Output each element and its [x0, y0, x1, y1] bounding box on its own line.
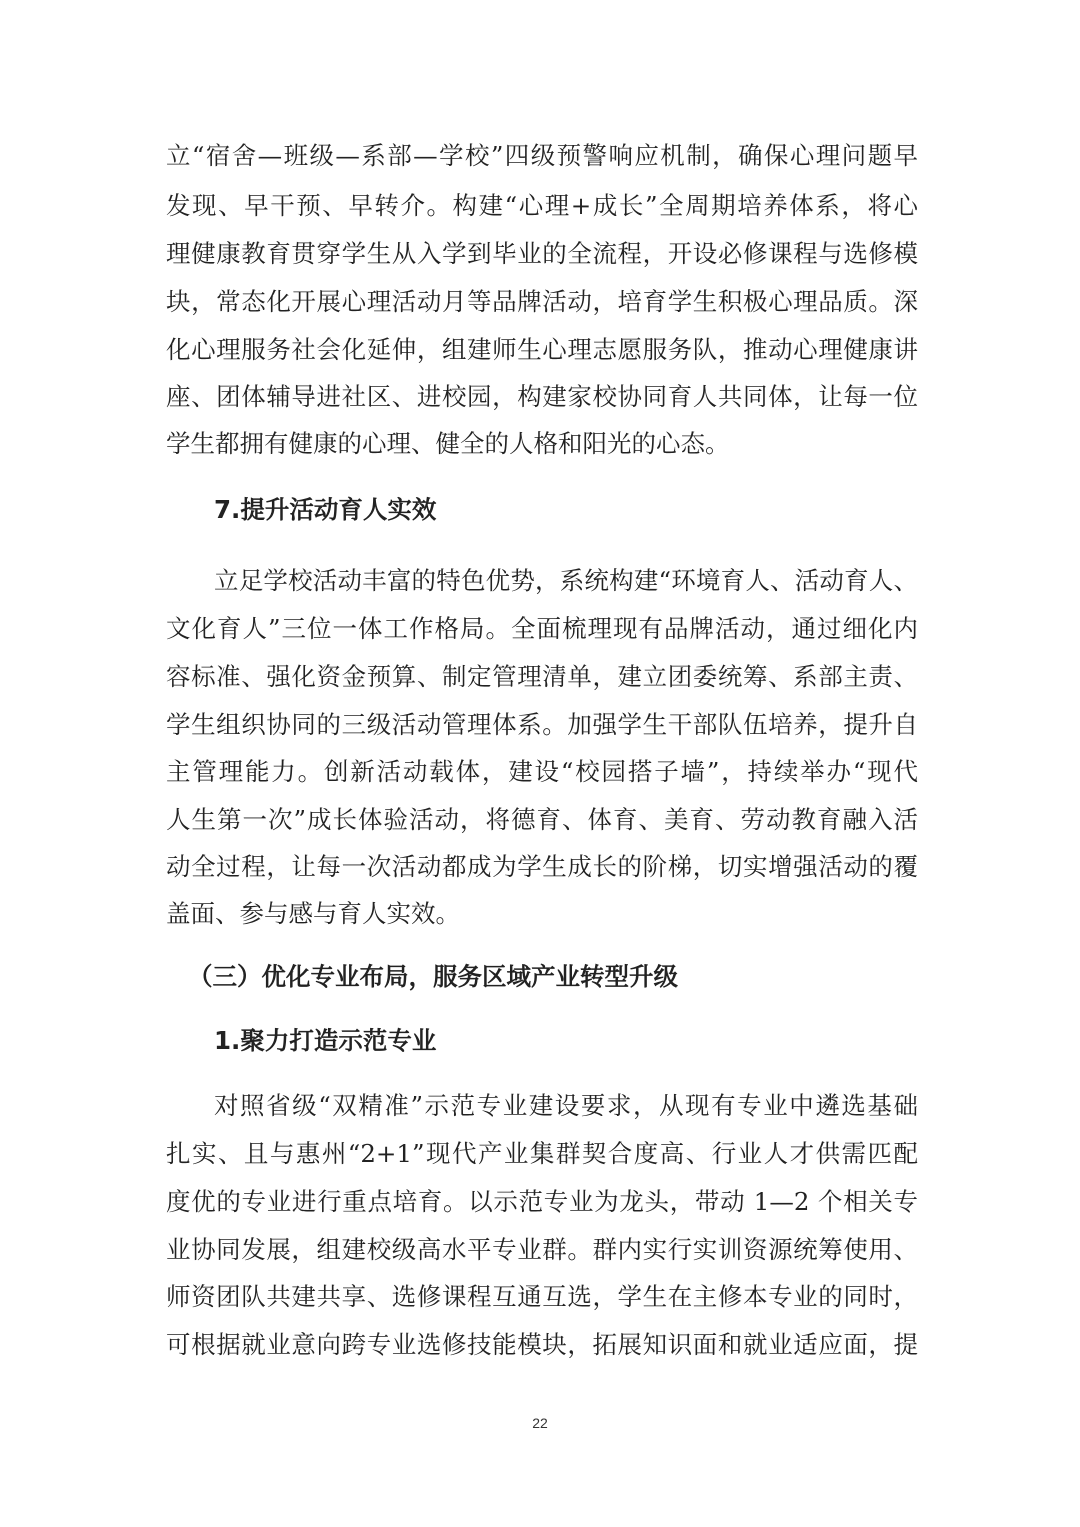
text-line: 学生都拥有健康的心理、健全的人格和阳光的心态。	[166, 429, 730, 458]
text-line: 发现、早干预、早转介。构建“心理+成长”全周期培养体系，将心	[166, 191, 918, 220]
text-line: 动全过程，让每一次活动都成为学生成长的阶梯，切实增强活动的覆	[166, 852, 918, 881]
text-line: 块，常态化开展心理活动月等品牌活动，培育学生积极心理品质。深	[166, 287, 918, 316]
text-line: 对照省级“双精准”示范专业建设要求，从现有专业中遴选基础	[214, 1091, 918, 1120]
text-line: 盖面、参与感与育人实效。	[166, 899, 460, 928]
text-line: 师资团队共建共享、选修课程互通互选，学生在主修本专业的同时，	[166, 1282, 918, 1311]
text-line: 座、团体辅导进社区、进校园，构建家校协同育人共同体，让每一位	[166, 382, 918, 411]
section-heading-3: （三）优化专业布局，服务区域产业转型升级	[188, 962, 678, 991]
text-line: 学生组织协同的三级活动管理体系。加强学生干部队伍培养，提升自	[166, 710, 918, 739]
text-line: 业协同发展，组建校级高水平专业群。群内实行实训资源统筹使用、	[166, 1235, 918, 1264]
text-line: 主管理能力。创新活动载体，建设“校园搭子墙”，持续举办“现代	[166, 757, 918, 786]
text-line: 文化育人”三位一体工作格局。全面梳理现有品牌活动，通过细化内	[166, 614, 918, 643]
subsection-heading-1: 1.聚力打造示范专业	[214, 1026, 437, 1055]
text-line: 容标准、强化资金预算、制定管理清单，建立团委统筹、系部主责、	[166, 662, 918, 691]
text-line: 化心理服务社会化延伸，组建师生心理志愿服务队，推动心理健康讲	[166, 335, 918, 364]
text-line: 扎实、且与惠州“2+1”现代产业集群契合度高、行业人才供需匹配	[166, 1139, 918, 1168]
subsection-heading-7: 7.提升活动育人实效	[214, 495, 437, 524]
page-number: 22	[532, 1415, 548, 1431]
text-line: 理健康教育贯穿学生从入学到毕业的全流程，开设必修课程与选修模	[166, 239, 918, 268]
text-line: 立足学校活动丰富的特色优势，系统构建“环境育人、活动育人、	[214, 566, 918, 595]
text-line: 可根据就业意向跨专业选修技能模块，拓展知识面和就业适应面，提	[166, 1330, 918, 1359]
text-line: 度优的专业进行重点培育。以示范专业为龙头，带动 1—2 个相关专	[166, 1187, 918, 1216]
text-line: 立“宿舍—班级—系部—学校”四级预警响应机制，确保心理问题早	[166, 141, 918, 170]
text-line: 人生第一次”成长体验活动，将德育、体育、美育、劳动教育融入活	[166, 805, 918, 834]
